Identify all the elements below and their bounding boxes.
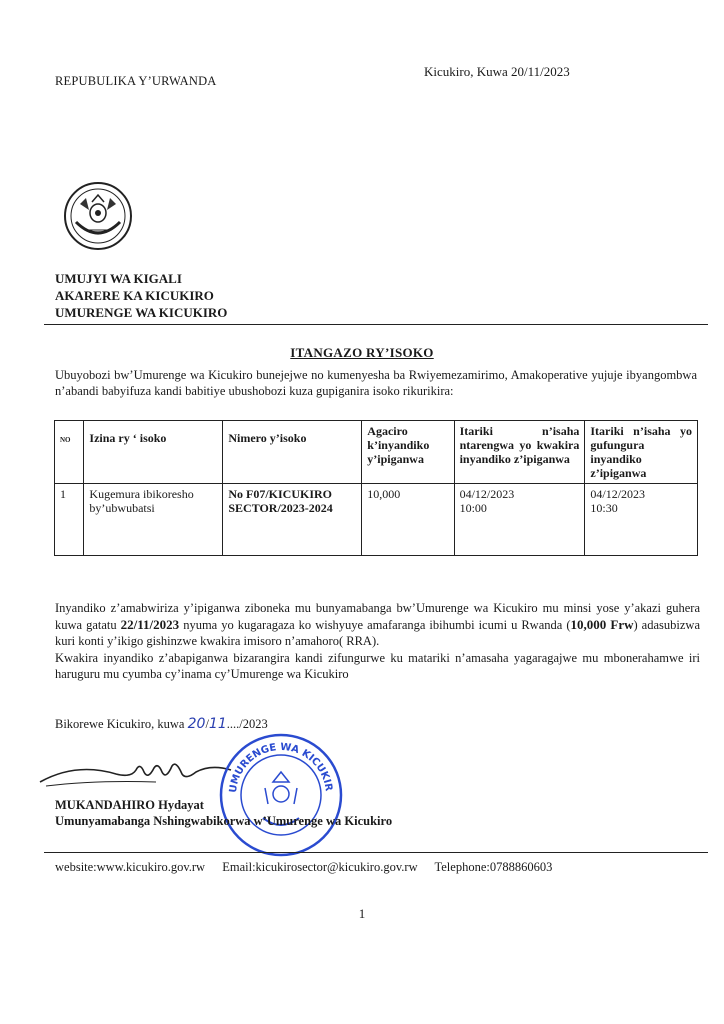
handwritten-month: 11 [208,716,227,732]
notice-intro-text: Ubuyobozi bw’Umurenge wa Kicukiro bunejejwe no kumenyesha ba Rwiyemezamirimo, Amakoperative yujuje ibyangombwa n’abandi babyifuza kandi babitiye ubushobozi kuza gupiganira isoko rikurikira: [55,368,697,398]
col-header-name: Izina ry ‘ isoko [84,421,223,484]
table-row [55,484,698,556]
official-stamp [218,732,344,858]
body-paragraph-1 [55,600,700,650]
cell-opening [585,484,698,556]
stamp-text: UMURENGE WA KICUKIR [227,741,334,794]
signing-date-line [55,716,268,732]
page-number: 1 [358,906,366,921]
cell-value: 10,000 [362,484,454,556]
cell-deadline [454,484,585,556]
body-paragraph-2: Kwakira inyandiko z’abapiganwa bizarangira kandi zifungurwe ku matariki n’amasaha yagaragajwe mu mbonerahamwe iri haruguru mu cyumba cy’inama cy’Umurenge wa Kicukiro [55,650,700,681]
cell-number: No F07/KICUKIRO SECTOR/2023-2024 [223,484,362,556]
footer-divider [44,852,708,853]
tender-table [54,420,698,556]
notice-title: ITANGAZO RY’ISOKO [290,345,434,360]
signing-slash: / [205,717,209,731]
col-header-opening: Itariki n’isaha yo gufungura inyandiko z’ipiganwa [585,421,698,484]
deadline-date: 04/12/2023 [459,487,515,501]
org-sector: UMURENGE WA KICUKIRO [55,305,228,320]
footer-website[interactable]: website:www.kicukiro.gov.rw [55,860,206,874]
signatory-title: Umunyamabanga Nshingwabikorwa w’Umurenge wa Kicukiro [55,814,393,828]
cell-name: Kugemura ibikoresho by’ubwubatsi [84,484,223,556]
org-district: AKARERE KA KICUKIRO [55,288,214,303]
svg-text:UMURENGE WA KICUKIRO [218,732,334,793]
col-header-number: Nimero y’isoko [223,421,362,484]
opening-date: 04/12/2023 [590,487,646,501]
col-header-deadline: Itariki n’isaha ntarengwa yo kwakira inyandiko z’ipiganwa [454,421,585,484]
republic-heading: REPUBULIKA Y’URWANDA [55,74,217,88]
signatory-name: MUKANDAHIRO Hydayat [55,798,204,812]
table-header-row [55,421,698,484]
notice-body [55,600,700,683]
notice-intro [55,353,697,399]
national-emblem-icon [62,180,134,252]
footer-telephone: Telephone:0788860603 [434,860,553,874]
place-date: Kicukiro, Kuwa 20/11/2023 [424,64,570,79]
opening-time: 10:30 [590,501,618,515]
signing-suffix: ..../2023 [226,717,268,731]
footer-email[interactable]: Email:kicukirosector@kicukiro.gov.rw [222,860,418,874]
org-city: UMUJYI WA KIGALI [55,271,182,286]
col-header-no: NO [55,421,84,484]
p1-part-a: Inyandiko z’amabwiriza y’ipiganwa ziboneka mu bunyamabanga bw’Umurenge wa Kicukiro mu minsi yose y’akazi guhera kuwa gatatu [55,601,700,632]
footer-contacts [55,860,566,875]
deadline-time: 10:00 [459,501,487,515]
p1-part-c: ) adasubizwa kuri konti y’ikigo gishinzwe kwakira imisoro n’amahoro( RRA). [55,617,700,648]
handwritten-day: 20 [187,716,206,732]
cell-no: 1 [55,484,84,556]
organization-block [55,270,227,321]
header-divider [44,324,708,325]
handwritten-signature [36,752,246,792]
signing-prefix: Bikorewe Kicukiro, kuwa [55,717,188,731]
p1-date: 22/11/2023 [120,616,180,632]
p1-part-b: nyuma yo kugaragaza ko wishyuye amafaranga ibihumbi icumi u Rwanda ( [179,617,571,632]
p1-amount: 10,000 Frw [570,616,634,632]
col-header-value: Agaciro k’inyandiko y’ipiganwa [362,421,454,484]
